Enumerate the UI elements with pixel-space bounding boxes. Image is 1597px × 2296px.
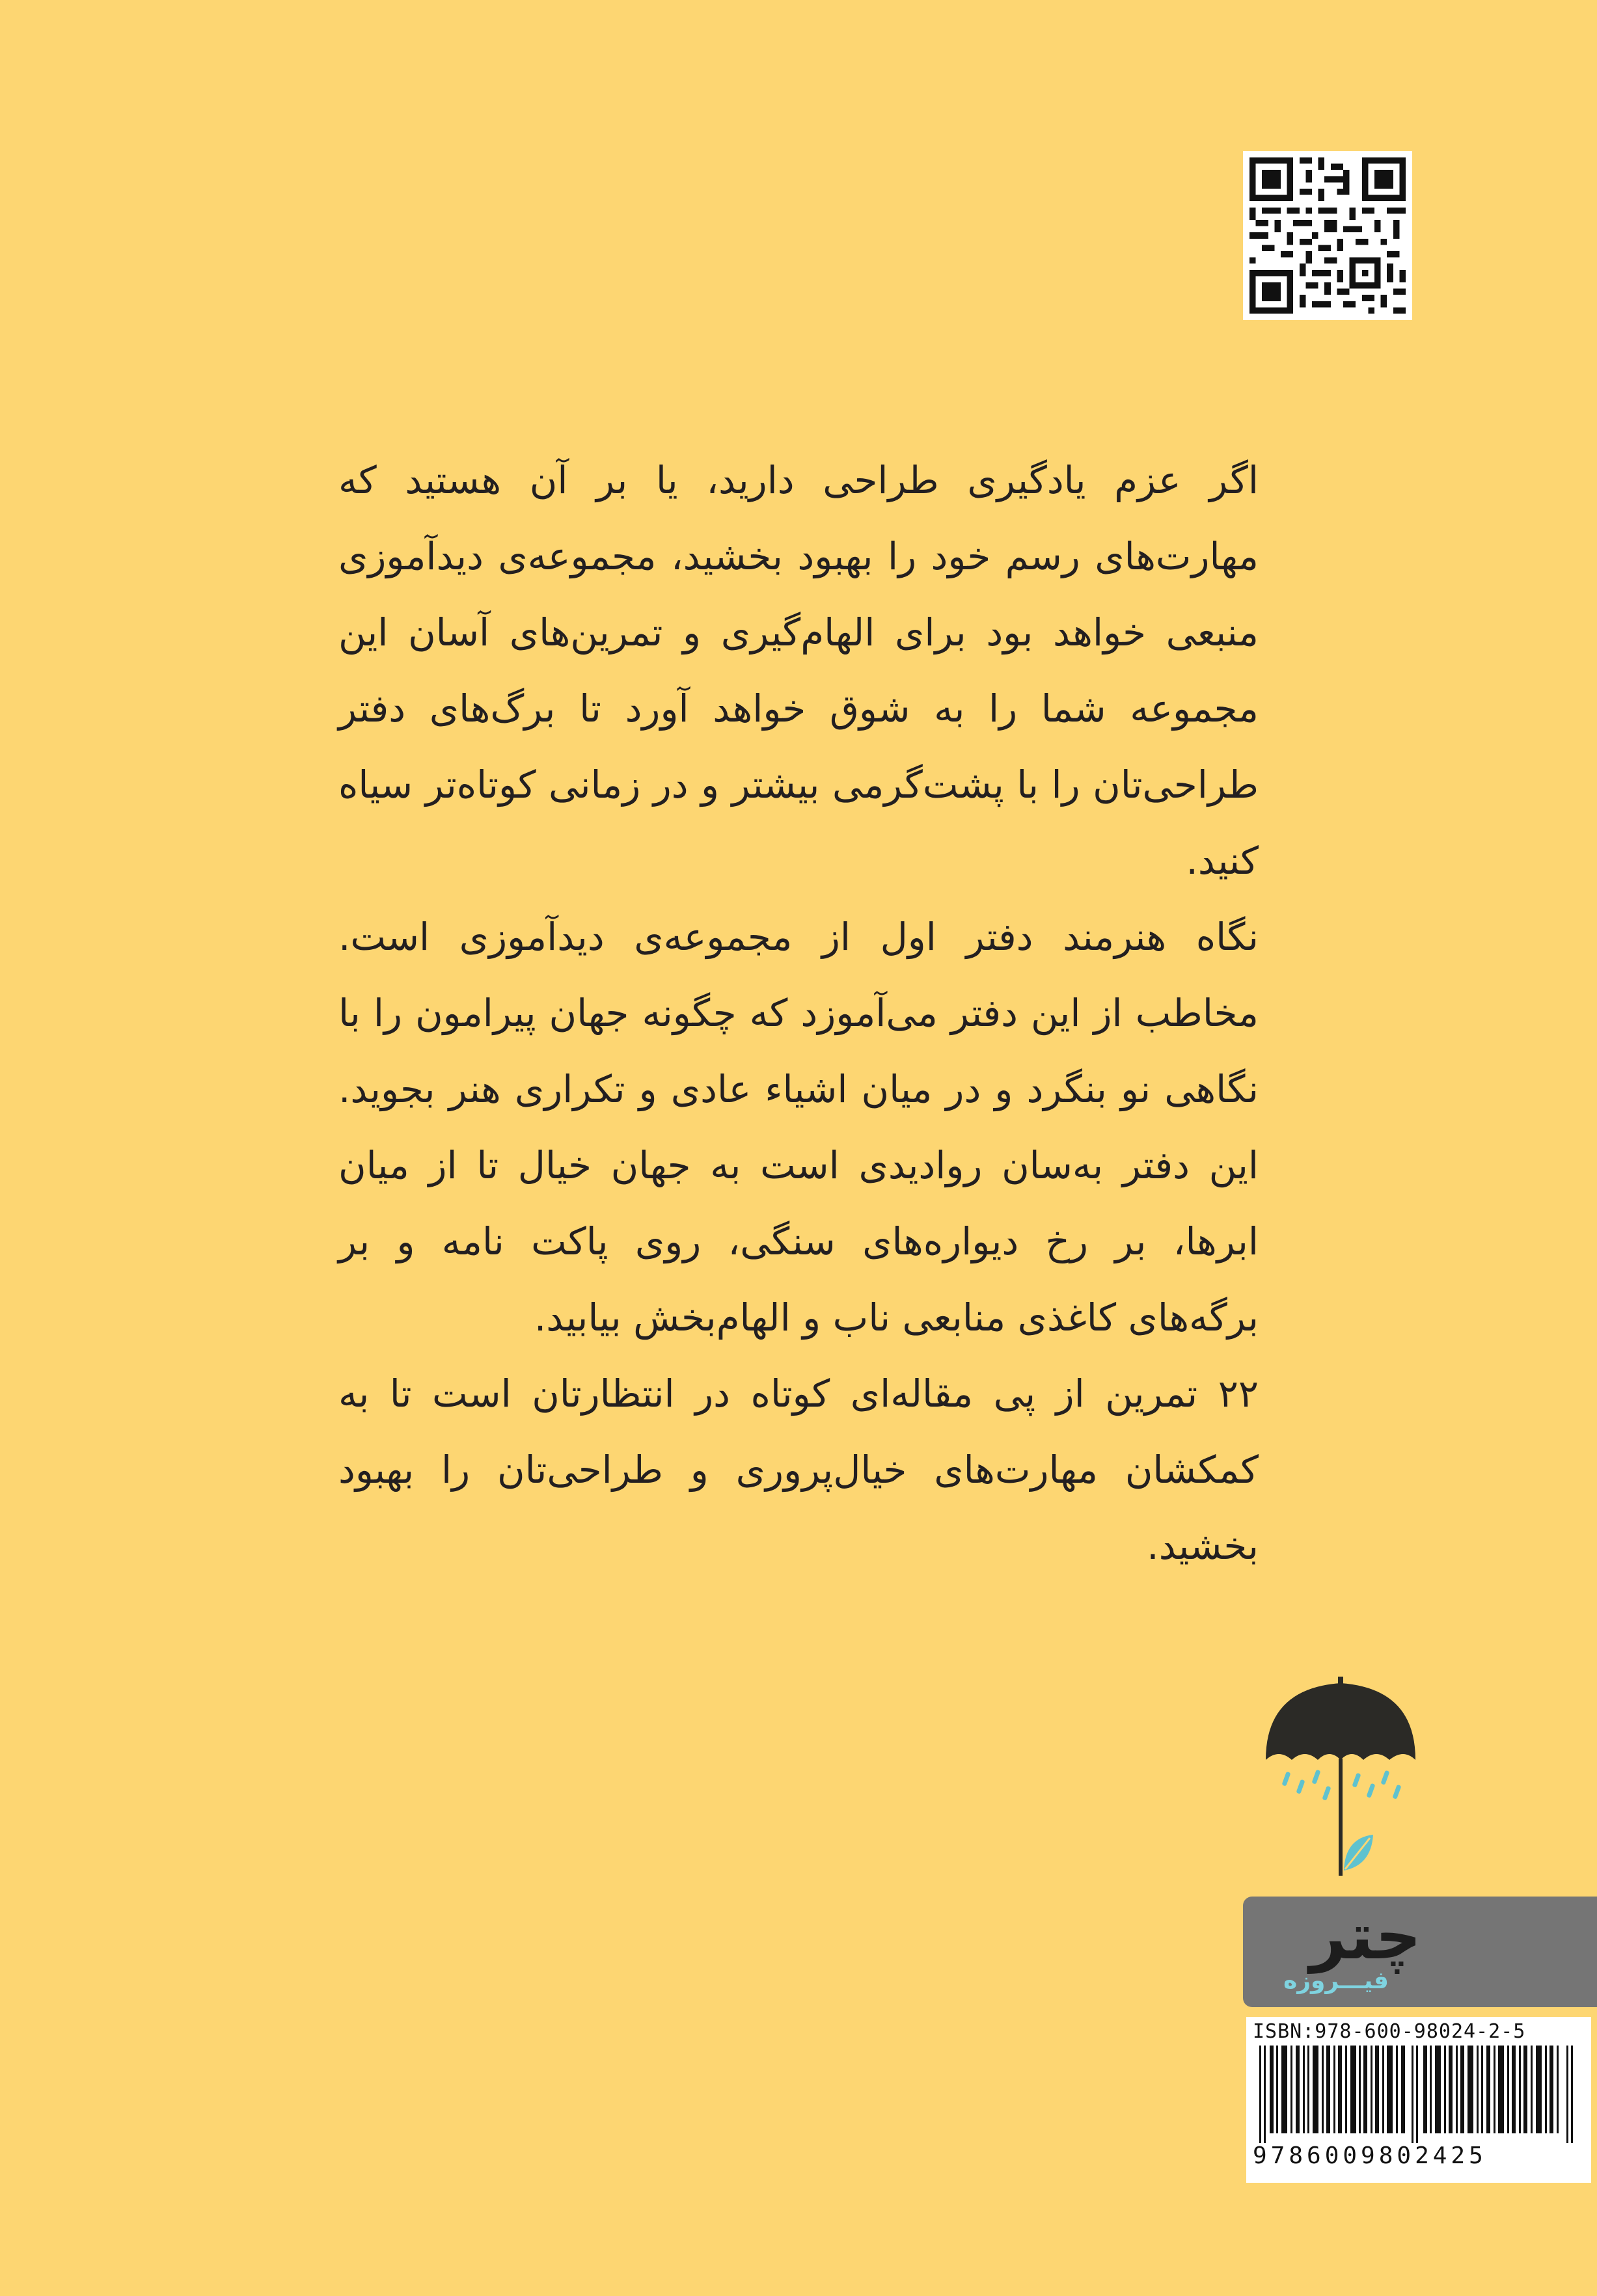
back-cover-blurb (338, 442, 1259, 1584)
barcode-digits: 9786009802425 (1253, 2142, 1487, 2169)
publisher-logo (1243, 1897, 1597, 2007)
isbn-barcode (1246, 2017, 1591, 2183)
barcode-bars (1253, 2046, 1585, 2143)
blurb-paragraph-exercises: ۲۲ تمرین از پی مقاله‌ای کوتاه در انتظارتان است تا به کمکشان مهارت‌های خیال‌پروری و طراحی‌تان را بهبود بخشید. (338, 1371, 1259, 1568)
blurb-paragraph-about: نگاه هنرمند دفتر اول از مجموعه‌ی دیدآموزی است. مخاطب از این دفتر می‌آموزد که چگونه جهان پیرامون را با نگاهی نو بنگرد و در میان اشیاء عادی و تکراری هنر بجوید. این دفتر به‌سان روادیدی است به جهان خیال تا از میان ابرها، بر رخ دیواره‌های سنگی، روی پاکت نامه و بر برگه‌های کاغذی منابعی ناب و الهام‌بخش بیابید. (338, 915, 1259, 1340)
blurb-paragraph-intro: اگر عزم یادگیری طراحی دارید، یا بر آن هستید که مهارت‌های رسم خود را بهبود بخشید، مجموعه‌ی دیدآموزی منبعی خواهد بود برای الهام‌گیری و تمرین‌های آسان این مجموعه شما را به شوق خواهد آورد تا برگ‌های دفتر طراحی‌تان را با پشت‌گرمی بیشتر و در زمانی کوتاه‌تر سیاه کنید. (338, 458, 1259, 883)
qr-code-icon (1249, 157, 1406, 314)
umbrella-with-leaf-icon (1259, 1675, 1422, 1897)
publisher-name: چتر (1309, 1900, 1421, 1974)
qr-code (1243, 151, 1412, 320)
publisher-subname: فیـــروزه (1283, 1967, 1389, 1994)
isbn-label: ISBN:978-600-98024-2-5 (1253, 2020, 1526, 2043)
